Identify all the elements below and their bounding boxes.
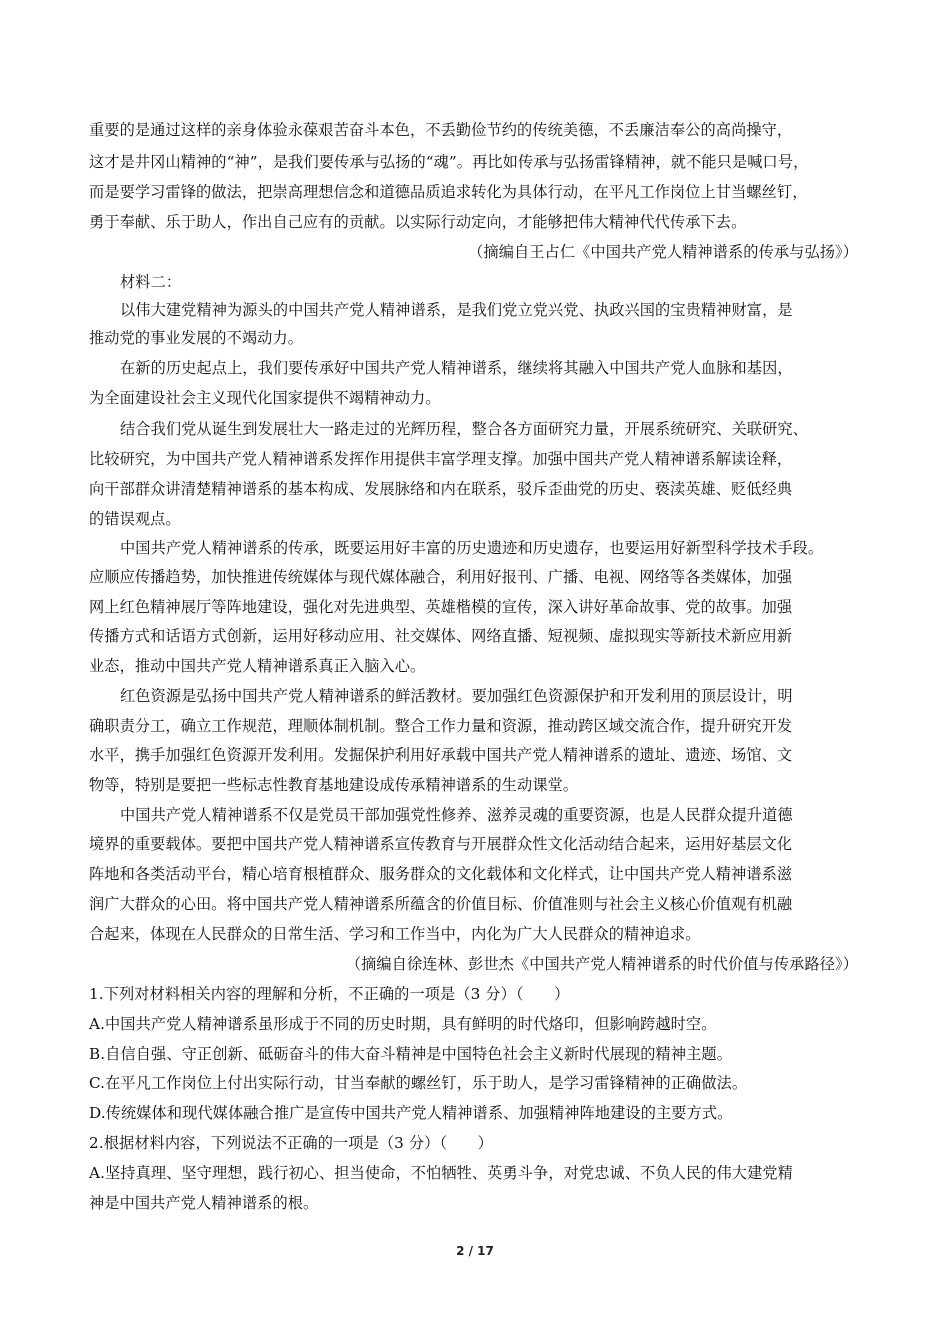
question-stem: 2.根据材料内容，下列说法不正确的一项是（3 分）（ ） — [89, 1134, 493, 1152]
text-line: 确职责分工，确立工作规范，理顺体制机制。整合工作力量和资源，推动跨区域交流合作，提升研究开发 — [89, 717, 793, 735]
text-line: 合起来，体现在人民群众的日常生活、学习和工作当中，内化为广大人民群众的精神追求。 — [89, 925, 701, 943]
answer-option: D.传统媒体和现代媒体融合推广是宣传中国共产党人精神谱系、加强精神阵地建设的主要方式。 — [89, 1104, 733, 1122]
text-line: 比较研究，为中国共产党人精神谱系发挥作用提供丰富学理支撑。加强中国共产党人精神谱系解读诠释， — [89, 450, 793, 468]
answer-option: C.在平凡工作岗位上付出实际行动，甘当奉献的螺丝钉，乐于助人，是学习雷锋精神的正确做法。 — [89, 1074, 748, 1092]
text-line: 推动党的事业发展的不竭动力。 — [89, 329, 304, 347]
text-line: 中国共产党人精神谱系不仅是党员干部加强党性修养、滋养灵魂的重要资源，也是人民群众提升道德 — [120, 806, 793, 824]
text-line: 业态，推动中国共产党人精神谱系真正入脑入心。 — [89, 657, 426, 675]
answer-option: A.中国共产党人精神谱系虽形成于不同的历史时期，具有鲜明的时代烙印，但影响跨越时空。 — [89, 1015, 717, 1033]
text-line: 物等，特别是要把一些标志性教育基地建设成传承精神谱系的生动课堂。 — [89, 776, 579, 794]
question-stem: 1.下列对材料相关内容的理解和分析，不正确的一项是（3 分）（ ） — [89, 985, 570, 1003]
text-line: 勇于奉献、乐于助人，作出自己应有的贡献。以实际行动定向，才能够把伟大精神代代传承下去。 — [89, 213, 747, 231]
text-line: 在新的历史起点上，我们要传承好中国共产党人精神谱系，继续将其融入中国共产党人血脉和基因， — [120, 359, 793, 377]
text-line: 应顺应传播趋势，加快推进传统媒体与现代媒体融合，利用好报刊、广播、电视、网络等各类媒体，加强 — [89, 568, 793, 586]
text-line: 阵地和各类活动平台，精心培育根植群众、服务群众的文化载体和文化样式，让中国共产党人精神谱系滋 — [89, 865, 793, 883]
text-line: 以伟大建党精神为源头的中国共产党人精神谱系，是我们党立党兴党、执政兴国的宝贵精神财富，是 — [120, 301, 793, 319]
text-line: 境界的重要载体。要把中国共产党人精神谱系宣传教育与开展群众性文化活动结合起来，运用好基层文化 — [89, 835, 793, 853]
text-line: 中国共产党人精神谱系的传承，既要运用好丰富的历史遗迹和历史遗存，也要运用好新型科学技术手段。 — [120, 539, 824, 557]
text-line: 这才是井冈山精神的“神”，是我们要传承与弘扬的“魂”。再比如传承与弘扬雷锋精神，就不能只是喊口号， — [89, 153, 809, 171]
text-line: 水平，携手加强红色资源开发利用。发掘保护利用好承载中国共产党人精神谱系的遗址、遗迹、场馆、文 — [89, 746, 793, 764]
page-number: 2 / 17 — [456, 1244, 494, 1258]
text-line: 神是中国共产党人精神谱系的根。 — [89, 1194, 319, 1212]
source-citation: （摘编自王占仁《中国共产党人精神谱系的传承与弘扬》） — [468, 243, 858, 261]
answer-option: A.坚持真理、坚守理想，践行初心、担当使命，不怕牺牲、英勇斗争，对党忠诚、不负人民的伟大建党精 — [89, 1164, 793, 1182]
text-line: 重要的是通过这样的亲身体验永葆艰苦奋斗本色，不丢勤俭节约的传统美德，不丢廉洁奉公的高尚操守， — [89, 121, 793, 139]
text-line: 的错误观点。 — [89, 510, 181, 528]
text-line: 向干部群众讲清楚精神谱系的基本构成、发展脉络和内在联系，驳斥歪曲党的历史、亵渎英雄、贬低经典 — [89, 480, 793, 498]
text-line: 而是要学习雷锋的做法，把崇高理想信念和道德品质追求转化为具体行动，在平凡工作岗位上甘当螺丝钉， — [89, 183, 808, 201]
source-citation: （摘编自徐连林、彭世杰《中国共产党人精神谱系的时代价值与传承路径》） — [345, 955, 858, 973]
text-line: 红色资源是弘扬中国共产党人精神谱系的鲜活教材。要加强红色资源保护和开发利用的顶层设计，明 — [120, 687, 793, 705]
text-line: 润广大群众的心田。将中国共产党人精神谱系所蕴含的价值目标、价值准则与社会主义核心价值观有机融 — [89, 895, 793, 913]
text-line: 网上红色精神展厅等阵地建设，强化对先进典型、英雄楷模的宣传，深入讲好革命故事、党的故事。加强 — [89, 598, 793, 616]
text-line: 传播方式和话语方式创新，运用好移动应用、社交媒体、网络直播、短视频、虚拟现实等新技术新应用新 — [89, 627, 793, 645]
section-heading: 材料二： — [120, 273, 182, 291]
text-line: 为全面建设社会主义现代化国家提供不竭精神动力。 — [89, 389, 441, 407]
answer-option: B.自信自强、守正创新、砥砺奋斗的伟大奋斗精神是中国特色社会主义新时代展现的精神主题。 — [89, 1045, 732, 1063]
text-line: 结合我们党从诞生到发展壮大一路走过的光辉历程，整合各方面研究力量，开展系统研究、关联研究、 — [120, 420, 808, 438]
